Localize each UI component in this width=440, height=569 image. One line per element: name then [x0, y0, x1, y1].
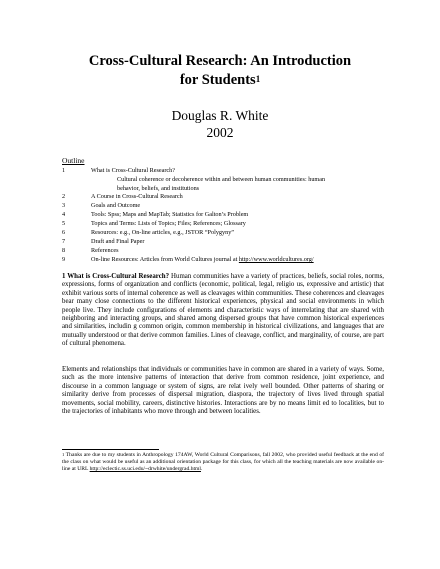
- publication-year: 2002: [206, 125, 234, 140]
- outline-item-number: 9: [62, 256, 66, 263]
- footnote-text: Thanks are due to my students in Anthropology 174AW, World Cultural Comparisons, fall 2002, who provided useful feedback at the end of the class on what would be useful as an additional orientation package for this class, for which all the teaching materials are now available on-line at URL: [62, 452, 384, 473]
- footnote-separator: [62, 449, 159, 450]
- section-1-heading: 1 What is Cross-Cultural Research?: [62, 273, 170, 280]
- outline-item-text: Topics and Terms: Lists of Topics; Files; References; Glossary: [91, 220, 246, 227]
- worldcultures-link[interactable]: http://www.worldcultures.org/: [238, 256, 314, 263]
- outline-subitem-line-2: behavior, beliefs, and institutions: [117, 184, 200, 192]
- undergrad-link[interactable]: http://eclectic.ss.uci.edu/~drwhite/undergrad.html: [89, 466, 201, 473]
- outline-item-number: 2: [62, 193, 66, 200]
- outline-item-text: What is Cross-Cultural Research?: [91, 167, 176, 174]
- section-1-text: Human communities have a variety of practices, beliefs, social roles, norms, expressions, forms of organization and conflicts (economic, political, legal, religio us, expressive and artistic) that exhibit various sorts of internal coherence as well as cleavages within communities. These coherences and cleavages bear many close connections to the different historical experiences, physical and social environments in which people live. They include configurations of elements and characteristic ways of interrelating that are shared with neighboring and interacting groups, and shared among dispersed groups that have common historical experiences and similarities, includin g common origin, common membership in historical civilizations, and languages that are mutually understood or that derive common families. Lines of cleavage, conflict, and marginality, of course, are part of cultural phenomena.: [62, 273, 384, 348]
- body-paragraph-2: Elements and relationships that individuals or communities have in common are shared in a variety of ways. Some, such as the more intensive patterns of interaction that derive from common residence, joint experience, and discourse in a common language or system of signs, are relat ively well bounded. Other patterns of sharing or similarity derive from processes of dispersal migration, diaspora, the trajectory of lives lived through spatial movements, social mobility, careers, distinctive histories. Interactions are by no means limit ed to localities, but to the trajectories of inhabitants who move through and between localities.: [62, 366, 384, 416]
- section-1-paragraph: [62, 273, 384, 349]
- outline-item-text: Goals and Outcome: [91, 202, 141, 209]
- document-title-line-2: [0, 71, 440, 89]
- outline-item-text: Tools: Spss; Maps and MapTab; Statistics for Galton’s Problem: [91, 211, 249, 218]
- outline-item-number: 1: [62, 167, 66, 174]
- footnote: [62, 452, 384, 474]
- footnote-mark: 1: [62, 452, 65, 457]
- footnote-end: .: [200, 466, 203, 473]
- outline-item-number: 7: [62, 238, 66, 245]
- outline-item-text: References: [91, 247, 119, 254]
- outline-item-number: 6: [62, 229, 66, 236]
- author-name: Douglas R. White: [171, 108, 269, 123]
- outline-item-label: On-line Resources: Articles from World Cultures journal at: [91, 256, 239, 263]
- outline-subitem-line-1: Cultural coherence or decoherence within and between human communities: human: [117, 176, 326, 183]
- outline-item-number: 3: [62, 202, 66, 209]
- outline-item-number: 5: [62, 220, 66, 227]
- document-title-line-1: Cross-Cultural Research: An Introduction: [88, 53, 352, 69]
- outline-item-number: 8: [62, 247, 66, 254]
- outline-item-number: 4: [62, 211, 66, 218]
- document-title-text: for Students: [179, 72, 256, 88]
- outline-item-text: [91, 256, 314, 264]
- outline-item-text: Draft and Final Paper: [91, 238, 145, 245]
- title-footnote-mark: 1: [255, 74, 261, 84]
- outline-item-text: A Course in Cross-Cultural Research: [91, 193, 183, 200]
- outline-heading: Outline: [62, 156, 85, 165]
- outline-item-text: Resources: e.g., On-line articles, e.g., JSTOR “Polygyny”: [91, 229, 235, 236]
